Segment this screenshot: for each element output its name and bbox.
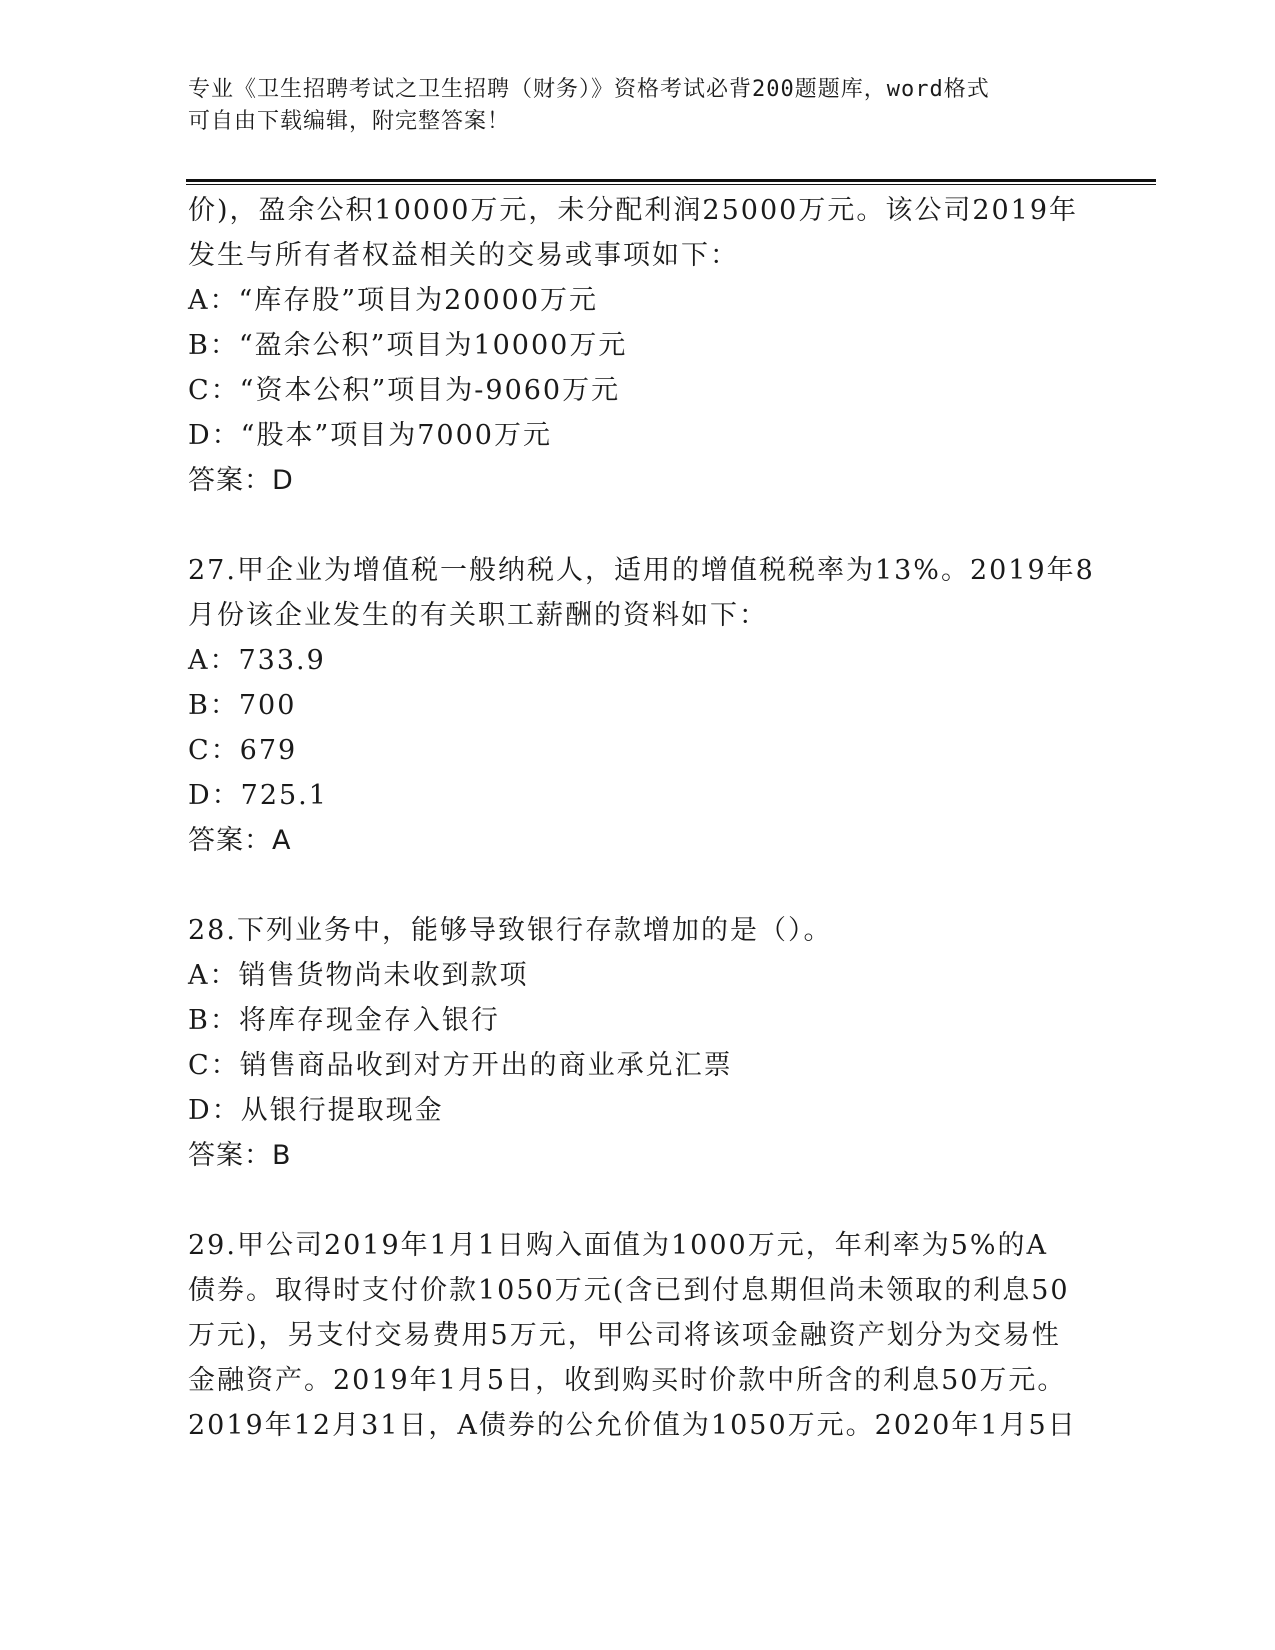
header-title-line-2: 可自由下载编辑，附完整答案！	[188, 109, 511, 134]
question-29	[188, 1223, 1088, 1448]
question-text-line: 28.下列业务中，能够导致银行存款增加的是（）。	[188, 915, 833, 946]
option-d: D：“股本”项目为7000万元	[188, 420, 552, 451]
option-a: A：733.9	[188, 645, 326, 676]
option-a: A：销售货物尚未收到款项	[188, 960, 529, 991]
question-text-line: 发生与所有者权益相关的交易或事项如下：	[188, 240, 739, 271]
option-c: C：销售商品收到对方开出的商业承兑汇票	[188, 1050, 733, 1081]
spacer	[188, 863, 1088, 908]
header-rule-thin	[186, 184, 1156, 185]
question-text-line: 2019年12月31日，A债券的公允价值为1050万元。2020年1月5日	[188, 1410, 1077, 1441]
option-b: B：将库存现金存入银行	[188, 1005, 500, 1036]
option-d: D：725.1	[188, 780, 328, 811]
question-text-line: 金融资产。2019年1月5日，收到购买时价款中所含的利息50万元。	[188, 1365, 1067, 1396]
question-text-line: 27.甲企业为增值税一般纳税人，适用的增值税税率为13%。2019年8	[188, 555, 1095, 586]
question-text-line: 债券。取得时支付价款1050万元(含已到付息期但尚未领取的利息50	[188, 1275, 1070, 1306]
question-text-line: 万元)，另支付交易费用5万元，甲公司将该项金融资产划分为交易性	[188, 1320, 1061, 1351]
spacer	[188, 1178, 1088, 1223]
question-text-line: 价)，盈余公积10000万元，未分配利润25000万元。该公司2019年	[188, 195, 1079, 226]
answer-label: 答案：D	[188, 465, 294, 496]
header-rule-thick	[186, 179, 1156, 182]
page-header	[188, 74, 1088, 138]
question-text-line: 月份该企业发生的有关职工薪酬的资料如下：	[188, 600, 768, 631]
question-text-line: 29.甲公司2019年1月1日购入面值为1000万元，年利率为5%的A	[188, 1230, 1049, 1261]
answer-label: 答案：B	[188, 1140, 292, 1171]
option-c: C：“资本公积”项目为-9060万元	[188, 375, 621, 406]
option-b: B：“盈余公积”项目为10000万元	[188, 330, 628, 361]
header-title-line-1: 专业《卫生招聘考试之卫生招聘（财务）》资格考试必背200题题库，word格式	[188, 77, 990, 102]
answer-label: 答案：A	[188, 825, 292, 856]
question-28	[188, 908, 1088, 1178]
spacer	[188, 503, 1088, 548]
option-c: C：679	[188, 735, 298, 766]
question-27	[188, 548, 1095, 863]
question-content	[188, 188, 1095, 1448]
option-b: B：700	[188, 690, 297, 721]
option-d: D：从银行提取现金	[188, 1095, 444, 1126]
question-26	[188, 188, 1088, 503]
option-a: A：“库存股”项目为20000万元	[188, 285, 598, 316]
